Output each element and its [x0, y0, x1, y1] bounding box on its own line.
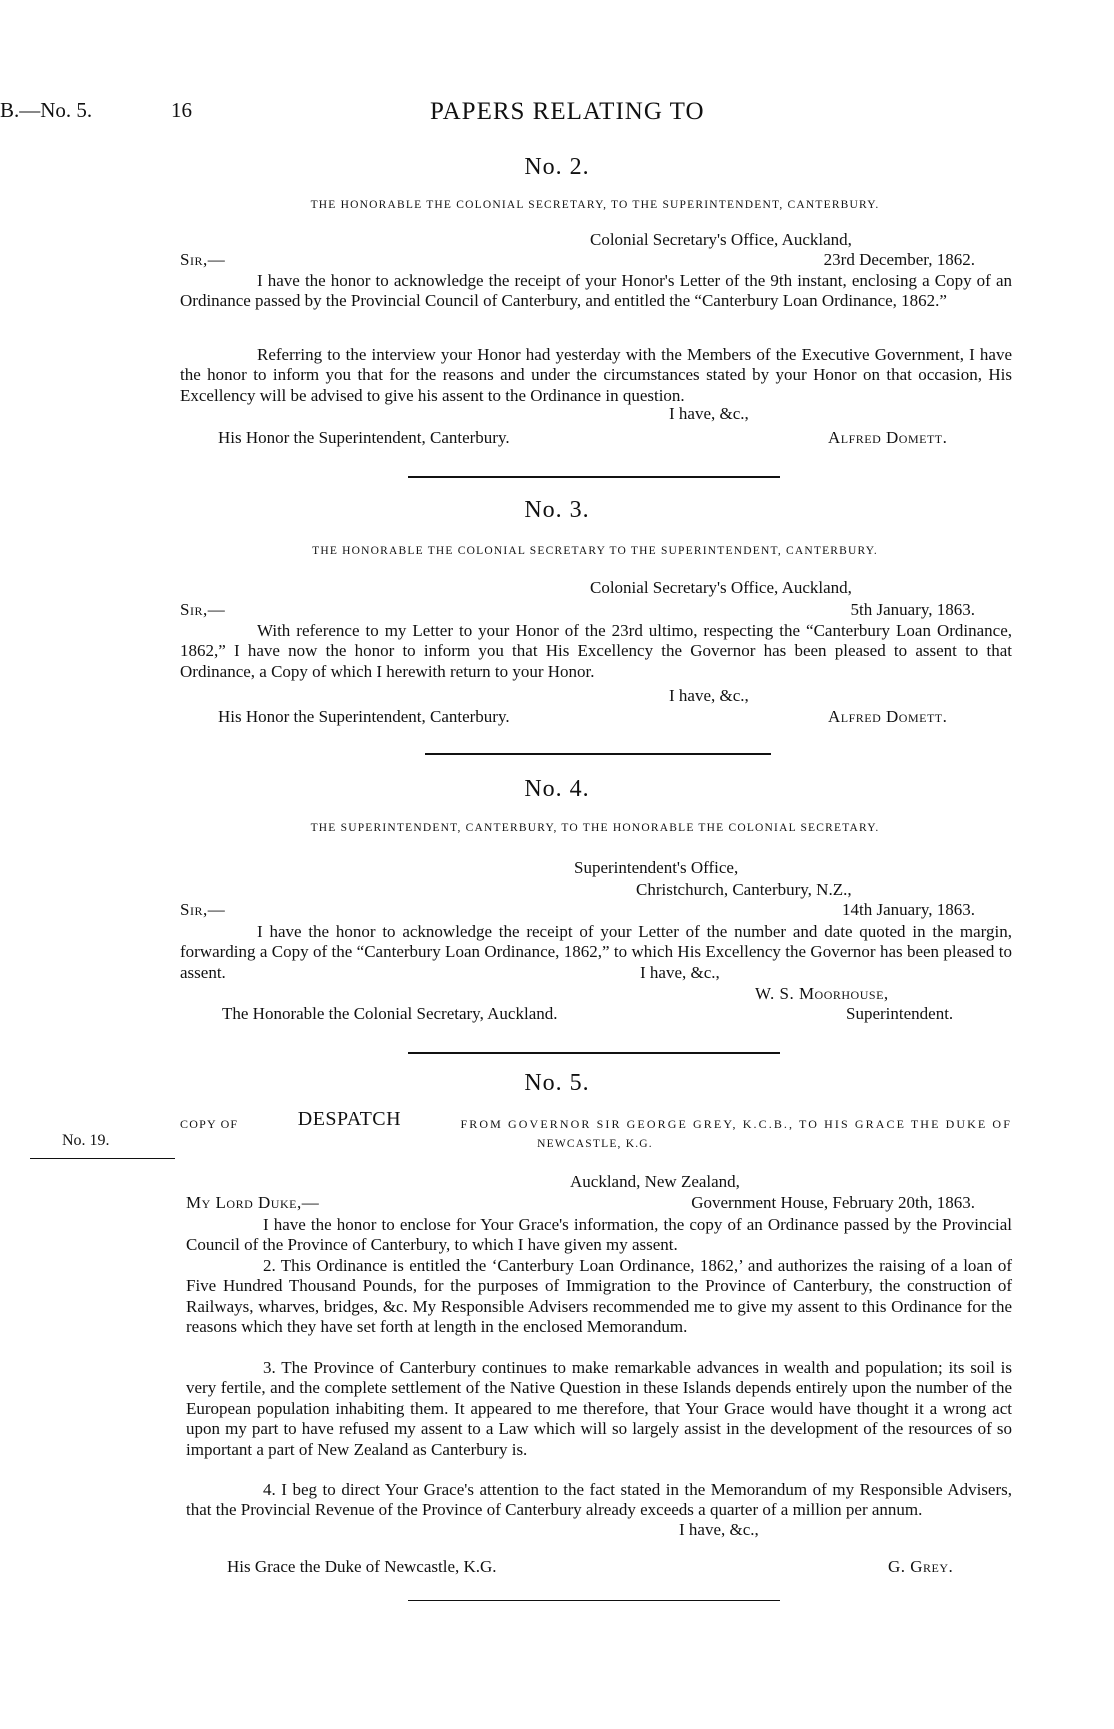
page-header [0, 98, 1114, 132]
paragraph: I have the honor to acknowledge the receipt of your Letter of the number and date quoted in the margin, forwarding a Copy of the “Canterbury Loan Ordinance, 1862,” to which His Excellency the Governor has been pleased to assent. [180, 922, 1012, 982]
letter-heading: THE HONORABLE THE COLONIAL SECRETARY, TO THE SUPERINTENDENT, CANTERBURY. [310, 199, 880, 211]
paragraph: Referring to the interview your Honor had yesterday with the Members of the Executive Government, I have the honor to inform you that for the reasons and under the circumstances stated by your Honor on that occasion, His Excellency will be advised to give his assent to the Ordinance in question. [180, 345, 1012, 405]
paragraph: I have the honor to acknowledge the receipt of your Honor's Letter of the 9th instant, enclosing a Copy of an Ordinance passed by the Provincial Council of Canterbury, and entitled the “Canterbury Loan Ordinance, 1862.” [180, 271, 1012, 311]
paragraph: 4. I beg to direct Your Grace's attention to the fact stated in the Memorandum of my Responsible Advisers, that the Provincial Revenue of the Province of Canterbury already exceeds a quarter of a million per annum. [186, 1480, 1012, 1520]
salutation: Sir,— [180, 250, 226, 269]
paragraph: 2. This Ordinance is entitled the ‘Canterbury Loan Ordinance, 1862,’ and authorizes the raising of a loan of Five Hundred Thousand Pounds, for the purposes of Immigration to the Province of Canterbury, the construction of Railways, wharves, bridges, &c. My Responsible Advisers recommended me to give my assent to this Ordinance for the reasons which they have set forth at length in the enclosed Memorandum. [186, 1256, 1012, 1337]
heading-rest: FROM GOVERNOR SIR GEORGE GREY, K.C.B., TO HIS GRACE THE DUKE OF [460, 1117, 1012, 1131]
date-line: 5th January, 1863. [850, 600, 975, 619]
address-line: Superintendent's Office, [574, 858, 739, 877]
letter-heading-line2: NEWCASTLE, K.G. [537, 1138, 653, 1150]
end-divider [408, 1600, 780, 1601]
address-line: Colonial Secretary's Office, Auckland, [590, 578, 852, 597]
signature: Alfred Domett. [828, 428, 948, 447]
date-line: 23rd December, 1862. [823, 250, 975, 269]
page-number: 16 [171, 98, 192, 122]
margin-note: No. 19. [62, 1132, 110, 1149]
section-divider [408, 1052, 780, 1054]
margin-rule [30, 1158, 175, 1159]
section-divider [408, 476, 780, 478]
address-line: Auckland, New Zealand, [570, 1172, 740, 1191]
addressee: His Honor the Superintendent, Canterbury. [218, 428, 510, 447]
heading-prefix: COPY OF [180, 1117, 239, 1131]
closing: I have, &c., [669, 404, 749, 423]
heading-despatch: DESPATCH [297, 1108, 402, 1130]
letter-heading [180, 1108, 1012, 1134]
paragraph: I have the honor to enclose for Your Grace's information, the copy of an Ordinance passed by the Provincial Council of the Province of Canterbury, to which I have given my assent. [186, 1215, 1012, 1255]
signature: G. Grey. [888, 1557, 954, 1576]
closing: I have, &c., [669, 686, 749, 705]
addressee: The Honorable the Colonial Secretary, Auckland. [222, 1004, 558, 1023]
section-divider [425, 753, 771, 755]
salutation: My Lord Duke,— [186, 1193, 320, 1212]
letter-number: No. 5. [524, 1070, 590, 1096]
letter-heading: THE HONORABLE THE COLONIAL SECRETARY TO THE SUPERINTENDENT, CANTERBURY. [312, 545, 878, 557]
addressee: His Honor the Superintendent, Canterbury. [218, 707, 510, 726]
letter-number: No. 2. [524, 154, 590, 180]
letter-heading: THE SUPERINTENDENT, CANTERBURY, TO THE HONORABLE THE COLONIAL SECRETARY. [310, 822, 880, 834]
addressee: His Grace the Duke of Newcastle, K.G. [227, 1557, 497, 1576]
date-line: 14th January, 1863. [842, 900, 975, 919]
signature: Alfred Domett. [828, 707, 948, 726]
paragraph: With reference to my Letter to your Honor of the 23rd ultimo, respecting the “Canterbury Loan Ordinance, 1862,” I have now the honor to inform you that His Excellency the Governor has been pleased to assent to that Ordinance, a Copy of which I herewith return to your Honor. [180, 621, 1012, 681]
page-title: PAPERS RELATING TO [430, 98, 705, 125]
date-line: Government House, February 20th, 1863. [691, 1193, 975, 1212]
address-line: Christchurch, Canterbury, N.Z., [636, 880, 852, 899]
letter-number: No. 4. [524, 776, 590, 802]
address-line: Colonial Secretary's Office, Auckland, [590, 230, 852, 249]
salutation: Sir,— [180, 600, 226, 619]
signature-title: Superintendent. [846, 1004, 954, 1023]
signature: W. S. Moorhouse, [755, 984, 889, 1003]
letter-number: No. 3. [524, 497, 590, 523]
salutation: Sir,— [180, 900, 226, 919]
paragraph: 3. The Province of Canterbury continues to make remarkable advances in wealth and population; its soil is very fertile, and the complete settlement of the Native Question in these Islands depends entirely upon the number of the European population inhabiting them. It appeared to me therefore, that Your Grace would have thought it a wrong act upon my part to have refused my assent to a Law which will so largely assist in the development of the resources of so important a part of New Zealand as Canterbury is. [186, 1358, 1012, 1459]
closing: I have, &c., [679, 1520, 759, 1539]
closing: I have, &c., [640, 963, 720, 982]
series-label: B.—No. 5. [0, 98, 93, 122]
